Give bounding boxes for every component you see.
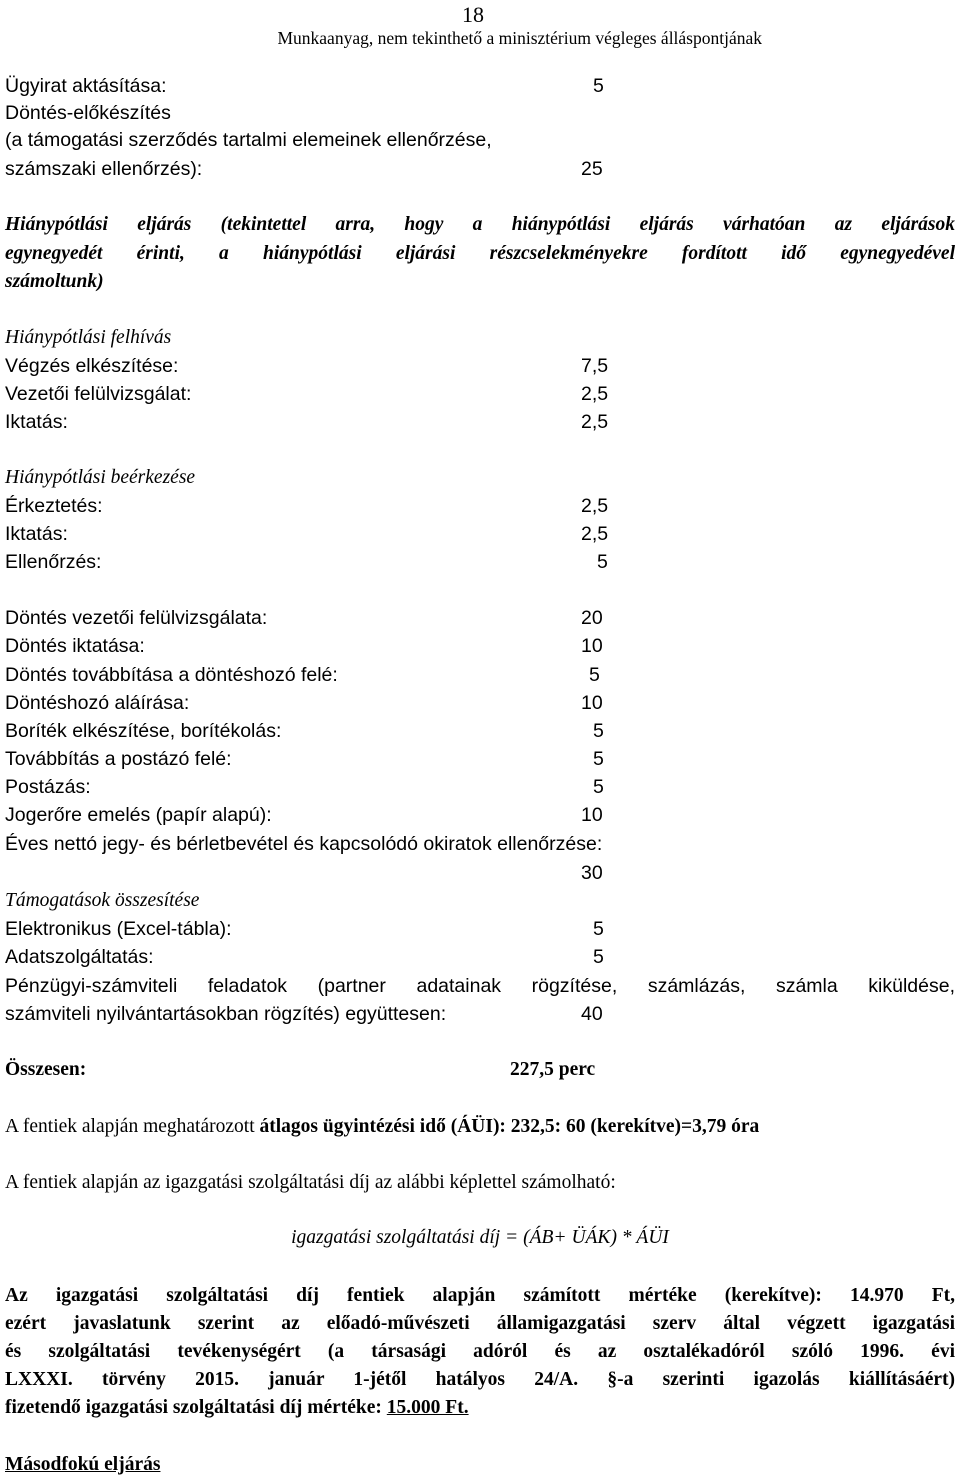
eves-netto-value: 30: [581, 862, 603, 884]
szamszaki-label: számszaki ellenőrzés):: [5, 158, 203, 180]
dontes-item-label: Boríték elkészítése, borítékolás:: [5, 720, 282, 742]
dontes-item-value: 10: [581, 804, 603, 826]
aui-prefix: A fentiek alapján meghatározott: [5, 1116, 260, 1137]
dontes-elokeszites: Döntés-előkészítés: [5, 102, 171, 124]
tamogatasok-title: Támogatások összesítése: [5, 890, 200, 911]
felhivas-item-label: Vezetői felülvizsgálat:: [5, 383, 192, 405]
beerkezes-item-label: Érkeztetés:: [5, 495, 103, 517]
dontes-item-label: Döntés iktatása:: [5, 635, 145, 657]
dontes-item-label: Döntés továbbítása a döntéshozó felé:: [5, 664, 338, 686]
conclusion-line5: [5, 1396, 469, 1420]
conclusion-line5-prefix: fizetendő igazgatási szolgáltatási díj mértéke:: [5, 1397, 387, 1418]
eves-netto-label: Éves nettó jegy- és bérletbevétel és kapcsolódó okiratok ellenőrzése:: [5, 833, 603, 855]
formula-intro: A fentiek alapján az igazgatási szolgáltatási díj az alábbi képlettel számolható:: [5, 1172, 616, 1193]
osszesen-value: 227,5 perc: [510, 1059, 596, 1080]
masodfoku-heading: Másodfokú eljárás: [5, 1454, 161, 1475]
beerkezes-item-label: Iktatás:: [5, 523, 68, 545]
dontes-item-label: Postázás:: [5, 776, 91, 798]
beerkezes-item-value: 5: [597, 551, 608, 573]
dontes-item-label: Jogerőre emelés (papír alapú):: [5, 804, 272, 826]
felhivas-item-value: 2,5: [581, 383, 609, 405]
formula: igazgatási szolgáltatási díj = (ÁB+ ÜÁK) * ÁÜI: [291, 1227, 669, 1248]
hianypotlas-intro-line1: Hiánypótlási eljárás (tekintettel arra, hogy a hiánypótlási eljárás várhatóan az eljárások: [5, 214, 955, 235]
ugyirat-value: 5: [593, 75, 604, 97]
conclusion-line2: ezért javaslatunk szerint az előadó-művészeti államigazgatási szerv által végzett igazgatási: [5, 1313, 955, 1334]
dontes-item-label: Döntéshozó aláírása:: [5, 692, 190, 714]
tamogatasok-item-label: Elektronikus (Excel-tábla):: [5, 918, 232, 940]
tamogatasok-item-value: 5: [593, 918, 604, 940]
penzugyi-line1: Pénzügyi-számviteli feladatok (partner adatainak rögzítése, számlázás, számla kiküldése,: [5, 975, 955, 997]
szamszaki-value: 25: [581, 158, 603, 180]
beerkezes-item-value: 2,5: [581, 495, 609, 517]
conclusion-line3: és szolgáltatási tevékenységért (a társasági adóról és az osztalékadóról szóló 1996. évi: [5, 1341, 955, 1362]
tamogatasok-item-label: Adatszolgáltatás:: [5, 946, 154, 968]
beerkezes-title: Hiánypótlási beérkezése: [5, 467, 196, 488]
conclusion-line1: Az igazgatási szolgáltatási díj fentiek alapján számított mértéke (kerekítve): 14.970 Ft,: [5, 1285, 955, 1306]
dontes-item-value: 20: [581, 607, 603, 629]
beerkezes-item-value: 2,5: [581, 523, 609, 545]
dontes-item-value: 5: [593, 748, 604, 770]
penzugyi-line2-label: számviteli nyilvántartásokban rögzítés) együttesen:: [5, 1003, 447, 1025]
felhivas-item-label: Iktatás:: [5, 411, 68, 433]
aui-bold: átlagos ügyintézési idő (ÁÜI): 232,5: 60 (kerekítve)=3,79 óra: [259, 1116, 760, 1137]
header-note: Munkaanyag, nem tekinthető a minisztérium végleges álláspontjának: [277, 28, 762, 48]
conclusion-amount: 15.000 Ft.: [386, 1397, 469, 1418]
osszesen-label: Összesen:: [5, 1059, 87, 1080]
felhivas-item-label: Végzés elkészítése:: [5, 355, 179, 377]
dontes-item-value: 5: [589, 664, 600, 686]
dontes-item-value: 5: [593, 720, 604, 742]
dontes-item-label: Továbbítás a postázó felé:: [5, 748, 232, 770]
felhivas-title: Hiánypótlási felhívás: [5, 327, 172, 348]
tamogatasok-item-value: 5: [593, 946, 604, 968]
felhivas-item-value: 2,5: [581, 411, 609, 433]
penzugyi-line2-value: 40: [581, 1003, 603, 1025]
dontes-item-value: 10: [581, 635, 603, 657]
hianypotlas-intro-line2: egynegyedét érinti, a hiánypótlási eljárási részcselekményekre fordított idő egynegyedével: [5, 243, 955, 264]
dontes-item-label: Döntés vezetői felülvizsgálata:: [5, 607, 268, 629]
conclusion-line4: LXXXI. törvény 2015. január 1-jétől hatályos 24/A. §-a szerinti igazolás kiállításáért): [5, 1369, 955, 1390]
dontes-item-value: 10: [581, 692, 603, 714]
felhivas-item-value: 7,5: [581, 355, 609, 377]
page-number: 18: [462, 2, 484, 27]
beerkezes-item-label: Ellenőrzés:: [5, 551, 102, 573]
dontes-item-value: 5: [593, 776, 604, 798]
aui-sentence: [5, 1115, 759, 1139]
tamogatasi-line: (a támogatási szerződés tartalmi elemeinek ellenőrzése,: [5, 129, 492, 151]
ugyirat-label: Ügyirat aktásítása:: [5, 75, 167, 97]
hianypotlas-intro-line3: számoltunk): [5, 271, 104, 292]
